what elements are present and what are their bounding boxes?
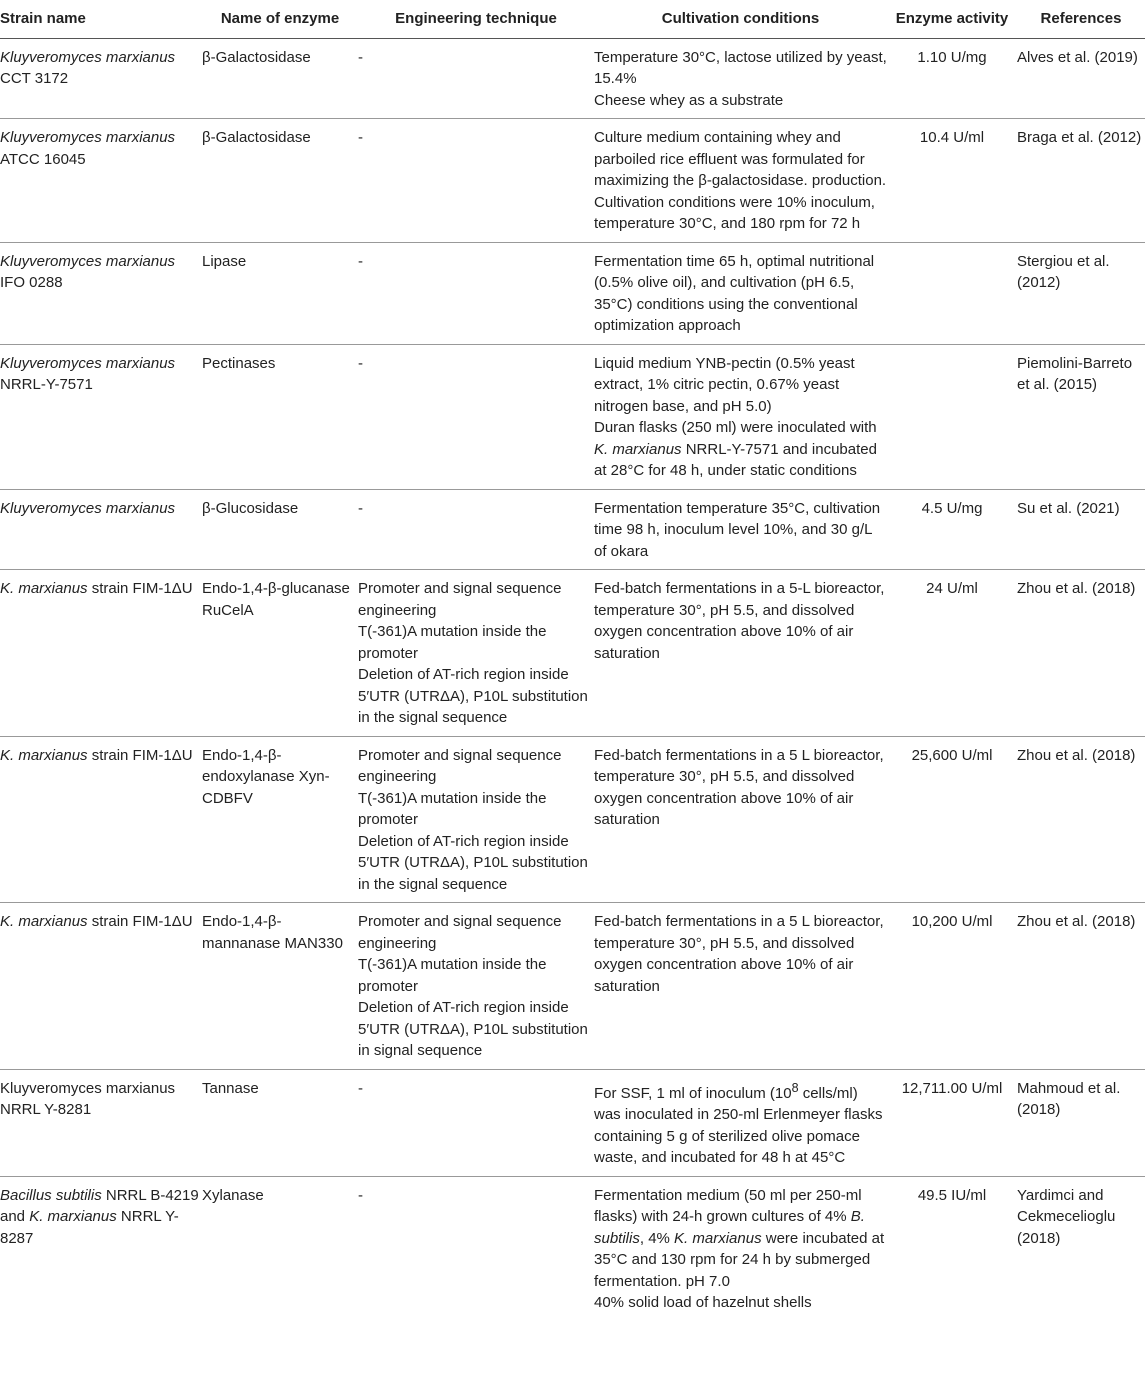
strain-name-cell xyxy=(0,119,202,243)
table-row xyxy=(0,38,1145,119)
reference-text: Piemolini-Barreto et al. (2015) xyxy=(1017,354,1133,393)
conditions-paragraph xyxy=(594,498,887,563)
conditions-paragraph xyxy=(594,745,887,831)
engineering-technique-cell xyxy=(358,344,594,489)
conditions-paragraph xyxy=(594,1292,887,1314)
table-row xyxy=(0,1176,1145,1321)
text-run: Kluyveromyces marxianus xyxy=(0,499,176,517)
technique-line: Promoter and signal sequence engineering xyxy=(358,913,562,952)
text-run: K. marxianus xyxy=(594,440,682,458)
enzyme-line: β-Galactosidase xyxy=(202,129,311,146)
engineering-technique-cell xyxy=(358,242,594,344)
strain-code: NRRL-Y-7571 xyxy=(0,376,93,393)
enzyme-activity-cell: 49.5 IU/ml xyxy=(917,1186,987,1204)
technique-line: - xyxy=(358,48,363,66)
table-row xyxy=(0,570,1145,737)
text-run: Kluyveromyces marxianus xyxy=(0,252,176,270)
reference-cell xyxy=(1017,119,1145,243)
reference-cell xyxy=(1017,736,1145,903)
enzyme-line: β-Galactosidase xyxy=(202,48,311,66)
reference-cell xyxy=(1017,570,1145,737)
text-run: NRRL Y-8287 xyxy=(0,1208,179,1247)
text-run: Fed-batch fermentations in a 5 L bioreactor, temperature 30°, pH 5.5, and dissolved oxygen concentration above 10% of air saturation xyxy=(594,746,884,828)
text-run: B. subtilis xyxy=(594,1208,865,1247)
cultivation-conditions-cell xyxy=(594,119,887,243)
enzyme-line: Endo-1,4-β-glucanase RuCelA xyxy=(202,580,350,619)
enzyme-line: Endo-1,4-β-mannanase MAN330 xyxy=(202,913,343,952)
engineering-technique-cell xyxy=(358,570,594,737)
enzyme-activity-cell: 12,711.00 U/ml xyxy=(887,1069,1017,1176)
reference-cell xyxy=(1017,344,1145,489)
enzyme-name-cell xyxy=(202,344,358,489)
enzyme-name-cell xyxy=(202,903,358,1070)
text-run: K. marxianus xyxy=(674,1229,762,1247)
enzyme-activity-cell xyxy=(887,242,1017,344)
header-references: References xyxy=(1017,0,1145,38)
strain-species xyxy=(0,251,202,273)
text-run: Kluyveromyces marxianus NRRL Y-8281 xyxy=(0,1079,176,1118)
table-row xyxy=(0,736,1145,903)
reference-cell xyxy=(1017,489,1145,570)
technique-line: - xyxy=(358,252,363,270)
table-row xyxy=(0,1069,1145,1176)
table-row xyxy=(0,242,1145,344)
enzyme-name-cell xyxy=(202,570,358,737)
header-engineering-technique: Engineering technique xyxy=(358,0,594,38)
cultivation-conditions-cell xyxy=(594,1176,887,1321)
text-run: Fermentation time 65 h, optimal nutritional (0.5% olive oil), and cultivation (pH 6.5, 35°C) conditions using the conventional optimization approach xyxy=(594,252,875,334)
engineering-technique-cell xyxy=(358,489,594,570)
reference-cell xyxy=(1017,1176,1145,1321)
enzyme-line: Endo-1,4-β-endoxylanase Xyn-CDBFV xyxy=(202,746,330,807)
strain-species xyxy=(0,127,202,149)
strain-name-cell xyxy=(0,38,202,119)
enzyme-name-cell xyxy=(202,1176,358,1321)
header-enzyme-name: Name of enzyme xyxy=(202,0,358,38)
reference-cell xyxy=(1017,1069,1145,1176)
table-body xyxy=(0,38,1145,1321)
cultivation-conditions-cell xyxy=(594,344,887,489)
technique-line: Deletion of AT-rich region inside 5′UTR (UTRΔA), P10L substitution in the signal sequence xyxy=(358,666,588,726)
enzyme-name-cell xyxy=(202,119,358,243)
text-run: Culture medium containing whey and parboiled rice effluent was formulated for maximizing the β-galactosidase. production. Cultivation conditions were 10% inoculum, temperature 30°C, and 180 rpm for 72 h xyxy=(594,129,887,232)
reference-text: Yardimci and Cekmecelioglu (2018) xyxy=(1017,1186,1116,1247)
technique-line: Deletion of AT-rich region inside 5′UTR (UTRΔA), P10L substitution in signal sequence xyxy=(358,999,588,1059)
engineering-technique-cell xyxy=(358,1069,594,1176)
technique-line: - xyxy=(358,129,363,146)
engineering-technique-cell xyxy=(358,903,594,1070)
strain-name-cell xyxy=(0,242,202,344)
enzyme-line: Xylanase xyxy=(202,1186,264,1204)
reference-text: Zhou et al. (2018) xyxy=(1017,746,1136,764)
conditions-paragraph xyxy=(594,911,887,997)
cultivation-conditions-cell xyxy=(594,489,887,570)
header-cultivation-conditions: Cultivation conditions xyxy=(594,0,887,38)
enzyme-line: Lipase xyxy=(202,252,247,270)
strain-name-cell xyxy=(0,344,202,489)
table-row xyxy=(0,903,1145,1070)
table-row xyxy=(0,489,1145,570)
technique-line: Deletion of AT-rich region inside 5′UTR (UTRΔA), P10L substitution in the signal sequence xyxy=(358,832,588,893)
reference-text: Braga et al. (2012) xyxy=(1017,129,1142,146)
text-run: were incubated at 35°C and 130 rpm for 24 h by submerged fermentation. pH 7.0 xyxy=(594,1229,885,1290)
technique-line: - xyxy=(358,499,363,517)
text-run: strain FIM-1ΔU xyxy=(87,580,193,597)
table-row xyxy=(0,119,1145,243)
text-run: cells/ml) was inoculated in 250-ml Erlenmeyer flasks containing 5 g of sterilized olive pomace waste, and incubated for 48 h at 45°C xyxy=(594,1084,883,1166)
engineering-technique-cell xyxy=(358,38,594,119)
strain-name-cell xyxy=(0,903,202,1070)
text-run: 8 xyxy=(791,1080,799,1095)
table-header-row xyxy=(0,0,1145,38)
reference-text: Stergiou et al. (2012) xyxy=(1017,252,1110,291)
enzyme-name-cell xyxy=(202,489,358,570)
text-run: K. marxianus xyxy=(0,746,88,764)
text-run: For SSF, 1 ml of inoculum (10 xyxy=(594,1084,792,1102)
conditions-paragraph xyxy=(594,1185,887,1293)
conditions-paragraph xyxy=(594,353,887,418)
reference-text: Zhou et al. (2018) xyxy=(1017,580,1136,597)
text-run: strain FIM-1ΔU xyxy=(87,746,193,764)
strain-species xyxy=(0,47,202,69)
cultivation-conditions-cell xyxy=(594,38,887,119)
text-run: Duran flasks (250 ml) were inoculated with xyxy=(594,419,877,436)
strain-name-cell xyxy=(0,489,202,570)
enzyme-activity-cell: 1.10 U/mg xyxy=(887,38,1017,119)
reference-text: Mahmoud et al. (2018) xyxy=(1017,1079,1121,1118)
conditions-paragraph xyxy=(594,417,887,482)
text-run: Fermentation medium (50 ml per 250-ml flasks) with 24-h grown cultures of 4% xyxy=(594,1186,862,1225)
strain-name-cell xyxy=(0,1176,202,1321)
table-row xyxy=(0,344,1145,489)
enzyme-activity-cell: 24 U/ml xyxy=(887,570,1017,737)
enzyme-name-cell xyxy=(202,242,358,344)
technique-line: - xyxy=(358,1186,363,1204)
text-run: Fed-batch fermentations in a 5 L bioreactor, temperature 30°, pH 5.5, and dissolved oxygen concentration above 10% of air saturation xyxy=(594,913,884,995)
technique-line: T(-361)A mutation inside the promoter xyxy=(358,623,547,662)
enzyme-activity-cell: 10.4 U/ml xyxy=(887,119,1017,243)
reference-text: Alves et al. (2019) xyxy=(1017,48,1138,66)
strain-name-cell xyxy=(0,1069,202,1176)
conditions-paragraph xyxy=(594,578,887,664)
text-run: Liquid medium YNB-pectin (0.5% yeast extract, 1% citric pectin, 0.67% yeast nitrogen base, and pH 5.0) xyxy=(594,354,855,415)
reference-text: Su et al. (2021) xyxy=(1017,499,1120,517)
strain-species xyxy=(0,353,202,375)
cultivation-conditions-cell xyxy=(594,242,887,344)
reference-text: Zhou et al. (2018) xyxy=(1017,913,1136,930)
text-run: NRRL B-4219 and xyxy=(0,1186,199,1225)
engineering-technique-cell xyxy=(358,1176,594,1321)
engineering-technique-cell xyxy=(358,119,594,243)
technique-line: T(-361)A mutation inside the promoter xyxy=(358,956,547,995)
text-run: 40% solid load of hazelnut shells xyxy=(594,1294,812,1311)
text-run: NRRL-Y-7571 and incubated at 28°C for 48 h, under static conditions xyxy=(594,440,877,479)
technique-line: - xyxy=(358,354,363,372)
cultivation-conditions-cell xyxy=(594,1069,887,1176)
conditions-paragraph xyxy=(594,251,887,337)
text-run: Kluyveromyces marxianus xyxy=(0,354,176,372)
text-run: Temperature 30°C, lactose utilized by yeast, 15.4% xyxy=(594,48,887,87)
strain-code: CCT 3172 xyxy=(0,70,69,87)
strain-name-cell xyxy=(0,570,202,737)
text-run: K. marxianus xyxy=(0,913,88,930)
text-run: Kluyveromyces marxianus xyxy=(0,48,176,66)
enzyme-name-cell xyxy=(202,736,358,903)
header-enzyme-activity: Enzyme activity xyxy=(887,0,1017,38)
strain-code: IFO 0288 xyxy=(0,274,63,291)
conditions-paragraph xyxy=(594,127,887,235)
technique-line: Promoter and signal sequence engineering xyxy=(358,746,562,785)
enzyme-activity-cell: 25,600 U/ml xyxy=(887,736,1017,903)
text-run: Cheese whey as a substrate xyxy=(594,91,784,109)
reference-cell xyxy=(1017,242,1145,344)
conditions-paragraph xyxy=(594,1078,887,1169)
enzyme-line: β-Glucosidase xyxy=(202,499,299,517)
text-run: Kluyveromyces marxianus xyxy=(0,129,176,146)
cultivation-conditions-cell xyxy=(594,736,887,903)
conditions-paragraph xyxy=(594,47,887,90)
technique-line: T(-361)A mutation inside the promoter xyxy=(358,789,547,828)
reference-cell xyxy=(1017,38,1145,119)
text-run: Fed-batch fermentations in a 5-L bioreactor, temperature 30°, pH 5.5, and dissolved oxygen concentration above 10% of air saturation xyxy=(594,580,885,662)
header-strain-name: Strain name xyxy=(0,0,202,38)
enzyme-line: Pectinases xyxy=(202,354,276,372)
text-run: , 4% xyxy=(639,1229,675,1247)
engineering-technique-cell xyxy=(358,736,594,903)
text-run: K. marxianus xyxy=(29,1208,117,1225)
technique-line: Promoter and signal sequence engineering xyxy=(358,580,562,619)
enzyme-activity-cell: 10,200 U/ml xyxy=(887,903,1017,1070)
strain-code: ATCC 16045 xyxy=(0,150,86,168)
reference-cell xyxy=(1017,903,1145,1070)
enzyme-activity-cell xyxy=(887,344,1017,489)
technique-line: - xyxy=(358,1079,363,1097)
text-run: K. marxianus xyxy=(0,580,88,597)
cultivation-conditions-cell xyxy=(594,903,887,1070)
enzyme-name-cell xyxy=(202,1069,358,1176)
strain-name-cell xyxy=(0,736,202,903)
enzyme-name-cell xyxy=(202,38,358,119)
cultivation-conditions-cell xyxy=(594,570,887,737)
conditions-paragraph xyxy=(594,90,887,112)
enzyme-line: Tannase xyxy=(202,1079,259,1097)
text-run: strain FIM-1ΔU xyxy=(87,913,193,930)
text-run: Bacillus subtilis xyxy=(0,1186,102,1204)
text-run: Fermentation temperature 35°C, cultivation time 98 h, inoculum level 10%, and 30 g/L of okara xyxy=(594,499,881,560)
enzyme-activity-cell: 4.5 U/mg xyxy=(887,489,1017,570)
